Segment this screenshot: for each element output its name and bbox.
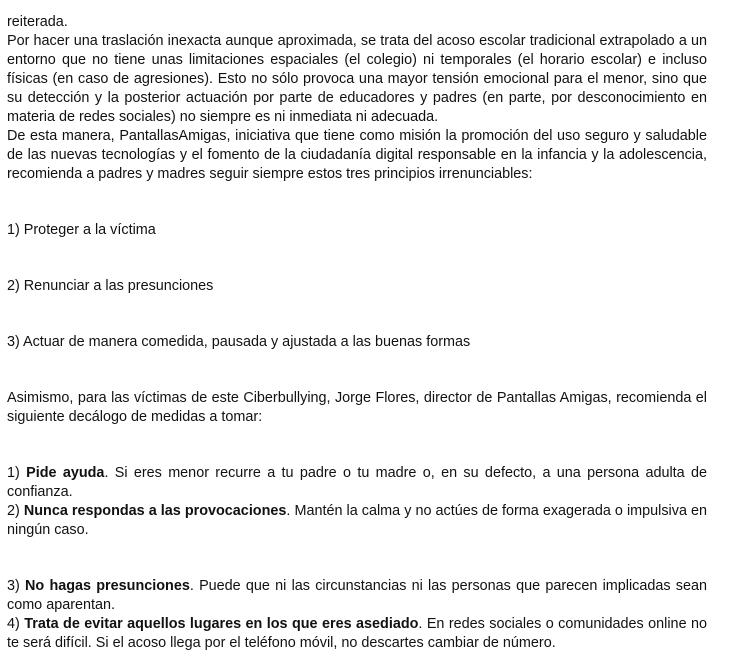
spacer [7,296,707,333]
measure-text: . En redes sociales o comunidades online no [418,616,708,632]
measure-title: Pide ayuda [26,465,105,481]
text-line: recomienda a padres y madres seguir siempre estos tres principios irrenunciables: [7,166,533,182]
measure-number: 4) [7,616,25,632]
measure-line: confianza. [7,484,73,500]
text-line: de las nuevas tecnologías y el fomento de la ciudadanía digital responsable en la infancia y la adolescencia, [7,147,707,163]
spacer [7,427,707,464]
measure-number: 1) [7,465,27,481]
text-line: Asimismo, para las víctimas de este Ciberbullying, Jorge Flores, director de Pantallas Amigas, recomienda el [7,390,707,406]
measure-title: Nunca respondas a las provocaciones [23,503,287,519]
text-line: De esta manera, PantallasAmigas, iniciativa que tiene como misión la promoción del uso seguro y saludable [7,128,707,144]
paragraph-pantallasamigas [7,127,707,184]
spacer [7,184,707,221]
measure-line: ningún caso. [7,522,89,538]
measure-line: te será difícil. Si el acoso llega por el teléfono móvil, no descartes cambiar de número. [7,635,556,651]
measure-text: . Si eres menor recurre a tu padre o tu madre o, en su defecto, a una persona adulta de [104,465,707,481]
text-line: siguiente decálogo de medidas a tomar: [7,409,263,425]
measure-number: 2) [7,503,24,519]
spacer [7,240,707,277]
principle-item: 1) Proteger a la víctima [7,222,156,238]
text-line: Por hacer una traslación inexacta aunque aproximada, se trata del acoso escolar tradicional extrapolado a un [7,33,707,49]
spacer [7,540,707,577]
paragraph-decalogue-intro [7,389,707,427]
spacer [7,352,707,389]
text-line: físicas (en caso de agresiones). Esto no sólo provoca una mayor tensión emocional para el menor, sino que [7,71,707,87]
measure-text: . Mantén la calma y no actúes de forma exagerada o impulsiva en [286,503,708,519]
measure-number: 3) [7,578,26,594]
measure-item [7,464,707,502]
text-line: reiterada. [7,14,68,30]
measure-item [7,615,707,653]
paragraph-context [7,13,707,127]
text-line: su detección y la posterior actuación por parte de educadores y padres (en parte, por desconocimiento en [7,90,707,106]
previous-paragraph-fragment [7,0,707,13]
measure-line: como aparentan. [7,597,116,613]
measure-line [7,577,707,596]
measure-text: . Puede que ni las circunstancias ni las personas que parecen implicadas sean [189,578,708,594]
measure-title: No hagas presunciones [25,578,190,594]
text-line: materia de redes sociales) no siempre es ni inmediata ni adecuada. [7,109,439,125]
text-line: entorno que no tiene unas limitaciones espaciales (el colegio) ni temporales (el horario escolar) e incluso [7,52,707,68]
measure-line [7,464,707,483]
measure-line [7,502,707,521]
measure-line [7,615,707,634]
document-body [7,0,707,653]
principle-item: 2) Renunciar a las presunciones [7,278,214,294]
measure-title: Trata de evitar aquellos lugares en los que eres asediado [24,616,419,632]
principle-item: 3) Actuar de manera comedida, pausada y ajustada a las buenas formas [7,334,471,350]
measure-item [7,577,707,615]
measure-item [7,502,707,540]
